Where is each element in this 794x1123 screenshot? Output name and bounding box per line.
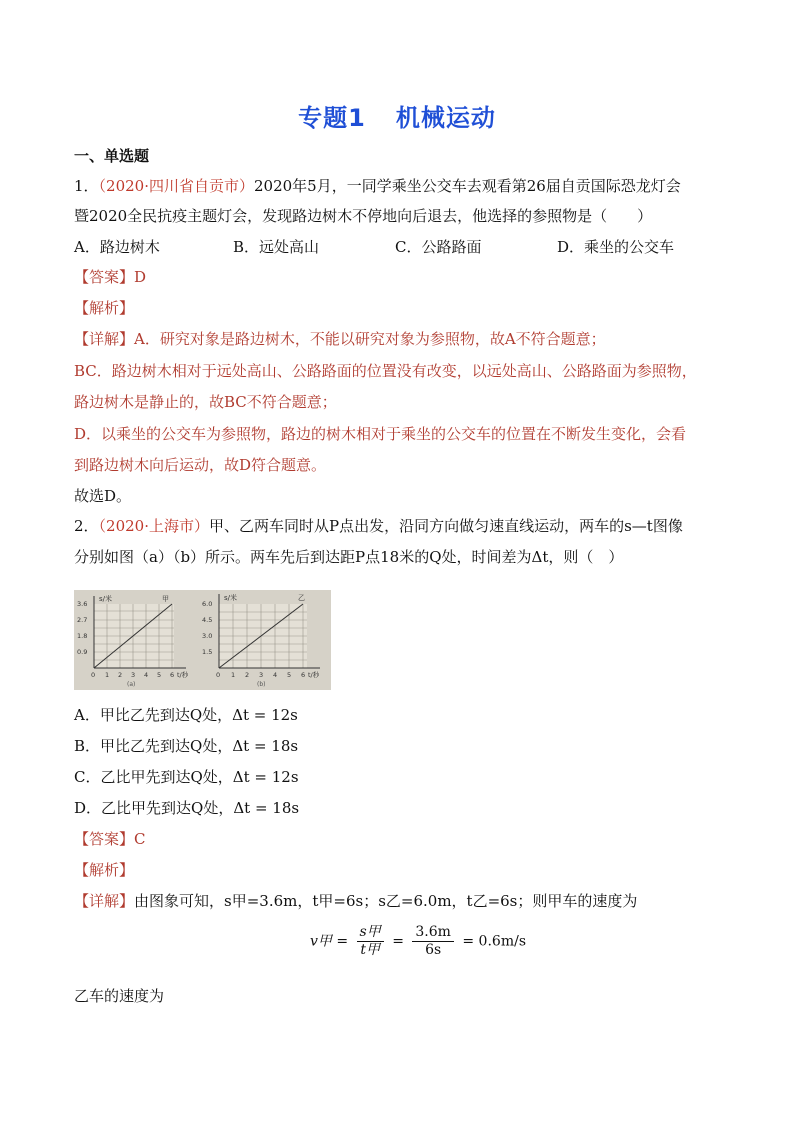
graph-a-xtick: 5	[157, 671, 162, 679]
section-heading: 一、单选题	[74, 147, 150, 165]
q1-number: 1．	[74, 177, 99, 195]
q1-detail-2a: BC．路边树木相对于远处高山、公路路面的位置没有改变，以远处高山、公路路面为参照物，	[74, 362, 697, 380]
q2-analysis: 【解析】	[74, 861, 135, 879]
graph-a-ylabel: s/米	[99, 595, 113, 603]
q1-detail-3b: 到路边树木向后运动，故D符合题意。	[74, 456, 327, 474]
q2-text-1: 甲、乙两车同时从P点出发，沿同方向做匀速直线运动，两车的s—t图像	[209, 517, 683, 535]
graph-a-xlabel: t/秒	[177, 671, 189, 679]
page-title	[0, 98, 794, 133]
formula-fraction-1	[357, 924, 384, 959]
graph-b-xtick: 3	[259, 671, 264, 679]
q1-line1	[74, 176, 681, 196]
formula-denominator-2: 6s	[425, 942, 442, 958]
q2-source: （2020·上海市）	[98, 517, 209, 535]
graph-a-ytick: 0.9	[77, 648, 88, 656]
graph-b-ytick: 4.5	[202, 616, 213, 624]
graph-a-xtick: 2	[118, 671, 123, 679]
graph-a-ytick: 1.8	[77, 632, 88, 640]
graph-a-xtick: 0	[91, 671, 96, 679]
q1-option-b: B．远处高山	[233, 238, 320, 256]
q1-option-a: A．路边树木	[74, 238, 160, 256]
formula-equals: =	[392, 933, 404, 950]
q2-option-b: B．甲比乙先到达Q处，Δt = 18s	[74, 737, 299, 755]
graph-b-series-label: 乙	[298, 594, 305, 602]
formula-numerator-2: 3.6m	[412, 924, 454, 942]
graph-a	[77, 594, 189, 688]
graph-b-xtick: 4	[273, 671, 278, 679]
q1-detail-1	[74, 329, 606, 349]
formula-numerator-1: s甲	[357, 924, 384, 942]
formula-denominator-1: t甲	[360, 942, 380, 958]
q1-detail-2b: 路边树木是静止的，故BC不符合题意；	[74, 393, 337, 411]
formula-result: = 0.6m/s	[462, 933, 526, 950]
graph-b-xtick: 1	[231, 671, 236, 679]
graph-a-xtick: 6	[170, 671, 175, 679]
graph-a-ytick: 3.6	[77, 600, 88, 608]
graph-b-xtick: 6	[301, 671, 306, 679]
title-main: 专题1	[298, 104, 366, 132]
q2-detail-1	[74, 891, 637, 911]
q1-line2: 暨2020全民抗疫主题灯会，发现路边树木不停地向后退去，他选择的参照物是（ ）	[74, 207, 653, 225]
q1-detail-3a: D．以乘坐的公交车为参照物，路边的树木相对于乘坐的公交车的位置在不断发生变化，会看	[74, 425, 687, 443]
graph-b-ytick: 1.5	[202, 648, 213, 656]
q1-analysis: 【解析】	[74, 299, 135, 317]
q2-detail-label: 【详解】	[74, 892, 135, 910]
q1-answer: 【答案】D	[74, 268, 147, 286]
graph-b-xtick: 5	[287, 671, 292, 679]
q1-text-1: 2020年5月，一同学乘坐公交车去观看第26届自贡国际恐龙灯会	[254, 177, 681, 195]
graph-a-caption: (a)	[127, 681, 136, 688]
q2-next-line: 乙车的速度为	[74, 987, 165, 1005]
q2-answer: 【答案】C	[74, 830, 146, 848]
q2-option-c: C．乙比甲先到达Q处，Δt = 12s	[74, 768, 299, 786]
graph-b-ytick: 3.0	[202, 632, 213, 640]
q1-conclusion: 故选D。	[74, 487, 132, 505]
graph-a-xtick: 4	[144, 671, 149, 679]
graph-b-xtick: 0	[216, 671, 221, 679]
graph-b-caption: (b)	[257, 681, 266, 688]
graph-a-ytick: 2.7	[77, 616, 88, 624]
formula-lhs: v甲 =	[310, 933, 349, 950]
q2-line2: 分别如图（a）（b）所示。两车先后到达距P点18米的Q处，时间差为Δt，则（ ）	[74, 548, 624, 566]
graph-b-ylabel: s/米	[224, 594, 238, 602]
q2-option-a: A．甲比乙先到达Q处，Δt = 12s	[74, 706, 298, 724]
graph-a-xtick: 3	[131, 671, 136, 679]
graph-b	[202, 593, 320, 688]
q1-source: （2020·四川省自贡市）	[98, 177, 254, 195]
graph-b-xlabel: t/秒	[308, 671, 320, 679]
q2-detail-text-1: 由图象可知，s甲=3.6m，t甲=6s；s乙=6.0m，t乙=6s；则甲车的速度为	[134, 892, 638, 910]
graph-a-series-label: 甲	[162, 595, 169, 603]
st-graphs	[74, 590, 331, 690]
q2-option-d: D．乙比甲先到达Q处，Δt = 18s	[74, 799, 300, 817]
velocity-formula	[310, 924, 526, 959]
st-graph-figure	[74, 590, 331, 690]
graph-b-ytick: 6.0	[202, 600, 213, 608]
graph-a-xtick: 1	[105, 671, 110, 679]
q1-detail-label: 【详解】	[74, 330, 135, 348]
q2-line1	[74, 516, 683, 536]
formula-fraction-2	[412, 924, 454, 959]
q1-option-c: C．公路路面	[395, 238, 482, 256]
q1-detail-text-1: A．研究对象是路边树木，不能以研究对象为参照物，故A不符合题意；	[134, 330, 606, 348]
title-sub: 机械运动	[395, 104, 496, 132]
q2-number: 2．	[74, 517, 99, 535]
q1-option-d: D．乘坐的公交车	[557, 238, 675, 256]
graph-b-xtick: 2	[245, 671, 250, 679]
